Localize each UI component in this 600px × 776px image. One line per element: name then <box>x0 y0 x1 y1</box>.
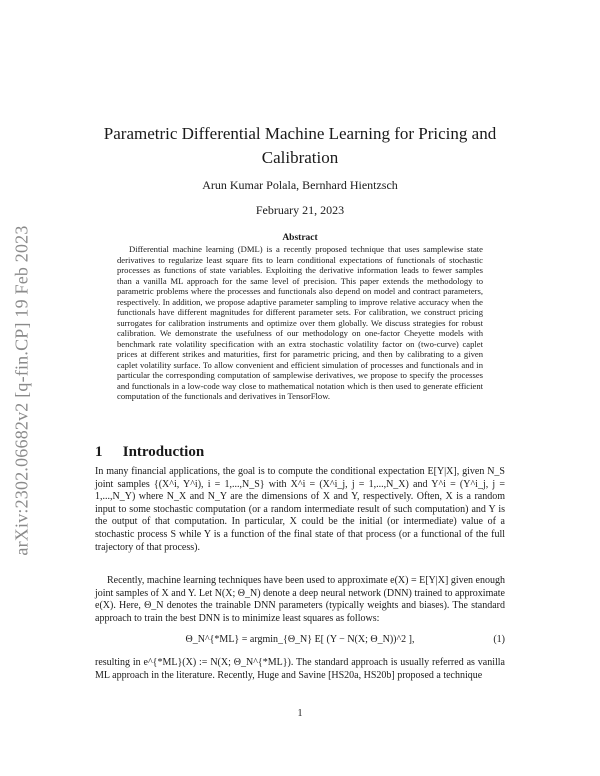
paper-title: Parametric Differential Machine Learning for Pricing and Calibration <box>103 124 497 167</box>
section-title: Introduction <box>122 444 205 460</box>
paper-authors: Arun Kumar Polala, Bernhard Hientzsch <box>202 178 398 192</box>
equation-number: (1) <box>493 634 505 645</box>
page-number: 1 <box>297 708 303 719</box>
section-heading <box>95 444 505 461</box>
paper-date: February 21, 2023 <box>255 203 345 217</box>
intro-paragraph-3: resulting in e^{*ML}(X) := N(X; Θ_N^{*ML}). The standard approach is usually referred as vanilla ML approach in the literature. Recently, Huge and Savine [HS20a, HS20b] proposed a technique <box>95 657 505 681</box>
abstract-text: Differential machine learning (DML) is a recently proposed technique that uses samplewise state derivatives to regularize least square fits to learn conditional expectations of functionals of stochastic processes as functions of state variables. Exploiting the derivative information leads to fewer samples than a vanilla ML approach for the same level of precision. This paper extends the methodology to parametric problems where the processes and functionals also depend on model and contract parameters, respectively. In addition, we propose adaptive parameter sampling to improve relative accuracy when the functionals have different magnitudes for different parameter sets. For calibration, we construct pricing surrogates for calibration instruments and optimize over them globally. We discuss strategies for robust calibration. We demonstrate the usefulness of our methodology on one-factor Cheyette models with benchmark rate volatility specification with an extra stochastic volatility factor on (two-curve) caplet prices at different strikes and maturities, first for parametric pricing, and then by calibrating to a given caplet volatility surface. To allow convenient and efficient simulation of processes and functionals and in particular the corresponding computation of samplewise derivatives, we propose to specify the processes and functionals in a low-code way close to mathematical notation which is then used to generate efficient computation of the functionals and derivatives in TensorFlow. <box>117 244 483 401</box>
intro-paragraph-2: Recently, machine learning techniques have been used to approximate e(X) = E[Y|X] given enough joint samples of X and Y. Let N(X; Θ_N) denote a deep neural network (DNN) trained to approximate e(X). Here, Θ_N denotes the trainable DNN parameters (typically weights and biases). The standard approach to train the best DNN is to minimize least squares as follows: <box>95 575 505 624</box>
section-number: 1 <box>95 444 103 460</box>
equation-1 <box>95 632 505 652</box>
equation-formula: Θ_N^{*ML} = argmin_{Θ_N} E[ (Y − N(X; Θ_N))^2 ], <box>185 634 415 645</box>
arxiv-side-stamp <box>4 210 40 570</box>
intro-paragraph-1: In many financial applications, the goal is to compute the conditional expectation E[Y|X], given N_S joint samples {(X^i, Y^i), i = 1,...,N_S} with X^i = (X^i_j, j = 1,...,N_X) and Y^i = (Y^i_j, j = 1,...,N_Y) where N_X and N_Y are the dimensions of X and Y, respectively. Often, X is a random input to some stochastic computation (or a random intermediate result of such computation) and Y is the output of that computation. In particular, X could be the initial (or intermediate) value of a stochastic process S while Y is a function of the final state of that process (or a functional of the full trajectory of that process). <box>95 466 505 553</box>
arxiv-identifier: arXiv:2302.06682v2 [q-fin.CP] 19 Feb 2023 <box>11 224 32 556</box>
abstract-heading: Abstract <box>282 233 318 243</box>
